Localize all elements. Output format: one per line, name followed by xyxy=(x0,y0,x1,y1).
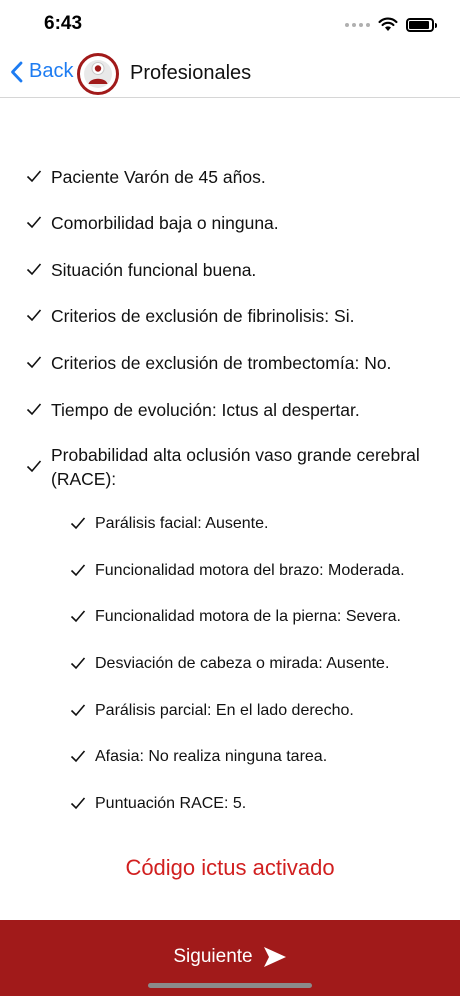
checkmark-icon xyxy=(26,458,42,474)
status-bar xyxy=(0,0,460,50)
list-item xyxy=(26,258,256,282)
checkmark-icon xyxy=(70,748,86,764)
navigation-bar xyxy=(0,50,460,98)
sub-list-item-text: Funcionalidad motora de la pierna: Severa. xyxy=(95,608,401,625)
next-button-label: Siguiente xyxy=(173,946,253,967)
list-item xyxy=(26,211,279,235)
status-icons xyxy=(345,17,434,32)
page-title: Profesionales xyxy=(130,62,252,84)
sub-list-item xyxy=(70,792,246,816)
back-button[interactable] xyxy=(10,60,73,83)
app-logo-avatar xyxy=(77,53,119,95)
list-item xyxy=(26,398,360,422)
checkmark-icon xyxy=(70,655,86,671)
sub-list-item xyxy=(70,605,401,629)
checkmark-icon xyxy=(26,354,42,370)
sub-list-item-text: Funcionalidad motora del brazo: Moderada. xyxy=(95,562,405,579)
chevron-left-icon xyxy=(10,61,23,83)
list-item xyxy=(26,304,354,328)
checkmark-icon xyxy=(70,608,86,624)
send-arrow-icon xyxy=(263,946,287,968)
list-item-text: Criterios de exclusión de fibrinolisis: Si. xyxy=(51,306,355,326)
sub-list-item-text: Parálisis facial: Ausente. xyxy=(95,515,269,532)
sub-list-item xyxy=(70,652,389,676)
sub-list-item xyxy=(70,559,405,583)
footer-bar xyxy=(0,920,460,996)
home-indicator xyxy=(148,983,312,988)
ictus-code-message: Código ictus activado xyxy=(125,855,335,880)
sub-list-item xyxy=(70,745,327,769)
checkmark-icon xyxy=(70,702,86,718)
checkmark-icon xyxy=(26,261,42,277)
checkmark-icon xyxy=(70,515,86,531)
list-item-text: Tiempo de evolución: Ictus al despertar. xyxy=(51,400,360,420)
list-item-text: Comorbilidad baja o ninguna. xyxy=(51,213,279,233)
checkmark-icon xyxy=(26,214,42,230)
checkmark-icon xyxy=(26,307,42,323)
checkmark-icon xyxy=(70,562,86,578)
sub-list-item xyxy=(70,512,268,536)
sub-list-item-text: Puntuación RACE: 5. xyxy=(95,795,247,812)
list-item xyxy=(26,165,266,189)
list-item-text: Probabilidad alta oclusión vaso grande cerebral (RACE): xyxy=(51,445,420,489)
checkmark-icon xyxy=(70,795,86,811)
list-item xyxy=(26,443,436,491)
checkmark-icon xyxy=(26,401,42,417)
sub-list-item-text: Parálisis parcial: En el lado derecho. xyxy=(95,702,354,719)
signal-icon xyxy=(345,23,370,27)
list-item-text: Paciente Varón de 45 años. xyxy=(51,167,266,187)
wifi-icon xyxy=(378,17,398,32)
status-time: 6:43 xyxy=(44,13,83,34)
list-item-text: Situación funcional buena. xyxy=(51,260,257,280)
battery-icon xyxy=(406,18,434,32)
checkmark-icon xyxy=(26,168,42,184)
sub-list-item-text: Afasia: No realiza ninguna tarea. xyxy=(95,748,328,765)
sub-list-item xyxy=(70,699,354,723)
sub-list-item-text: Desviación de cabeza o mirada: Ausente. xyxy=(95,655,390,672)
list-item-text: Criterios de exclusión de trombectomía: No. xyxy=(51,353,392,373)
list-item xyxy=(26,351,391,375)
back-label: Back xyxy=(29,60,74,82)
